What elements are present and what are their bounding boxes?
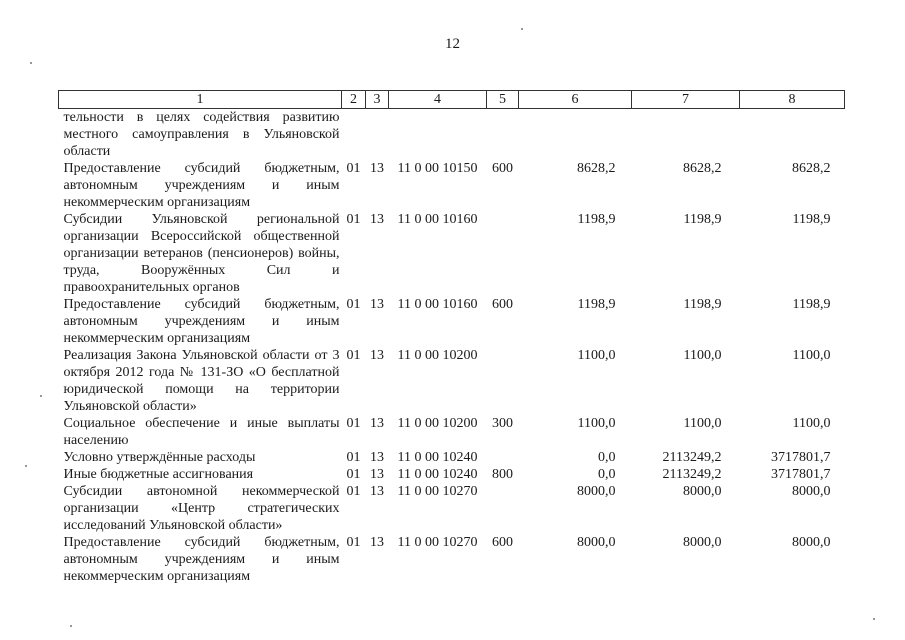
- row-name-cell: Субсидии автономной некоммерческой организации «Центр стратегических исследований Ульяновской области»: [63, 484, 340, 533]
- column-number-4: 4: [389, 91, 487, 109]
- column-number-6: 6: [519, 91, 632, 109]
- row-subsection-cell: 13: [370, 212, 384, 227]
- row-amount-year2-cell: 8000,0: [683, 535, 722, 550]
- row-target-article-cell: 11 0 00 10160: [397, 212, 478, 227]
- row-amount-year2-cell: 1198,9: [683, 297, 722, 312]
- row-name-cell: Субсидии Ульяновской региональной организации Всероссийской общественной организации ветеранов (пенсионеров) войны, труда, Вооружённых Сил и правоохранительных органов: [63, 212, 340, 295]
- column-number-5: 5: [487, 91, 519, 109]
- row-name-cell: Социальное обеспечение и иные выплаты населению: [63, 416, 340, 448]
- row-name-cell: тельности в целях содействия развитию местного самоуправления в Ульяновской области: [63, 110, 340, 159]
- row-amount-year3-cell: 1100,0: [792, 416, 831, 431]
- row-expense-type-cell: [487, 347, 519, 415]
- row-expense-type-cell: 600: [492, 161, 513, 176]
- row-name-cell: Предоставление субсидий бюджетным, автономным учреждениям и иным некоммерческим организациям: [63, 535, 340, 584]
- row-expense-type-cell: [487, 109, 519, 161]
- row-expense-type-cell: [487, 449, 519, 466]
- row-amount-year2-cell: 8628,2: [683, 161, 722, 176]
- table-row: [59, 449, 845, 466]
- row-name-cell: Условно утверждённые расходы: [63, 450, 256, 465]
- row-amount-year2-cell: 1100,0: [683, 416, 722, 431]
- row-amount-year1-cell: [519, 109, 632, 161]
- row-subsection-cell: 13: [370, 416, 384, 431]
- row-amount-year3-cell: 8628,2: [792, 161, 831, 176]
- row-section-cell: 01: [346, 348, 361, 363]
- row-amount-year3-cell: 1198,9: [792, 212, 831, 227]
- row-amount-year3-cell: 8000,0: [792, 484, 831, 499]
- row-amount-year1-cell: 8628,2: [577, 161, 616, 176]
- table-body: [59, 109, 845, 586]
- row-section-cell: 01: [346, 161, 361, 176]
- row-amount-year3-cell: 1198,9: [792, 297, 831, 312]
- row-name-cell: Реализация Закона Ульяновской области от 3 октября 2012 года № 131-ЗО «О бесплатной юридической помощи на территории Ульяновской области»: [63, 348, 340, 414]
- scan-speck: [25, 465, 27, 467]
- row-expense-type-cell: [487, 483, 519, 534]
- scan-speck: [521, 28, 523, 30]
- table-row: [59, 534, 845, 585]
- row-subsection-cell: 13: [370, 467, 384, 482]
- row-expense-type-cell: [487, 211, 519, 296]
- row-target-article-cell: [389, 109, 487, 161]
- row-amount-year2-cell: 1198,9: [683, 212, 722, 227]
- row-section-cell: 01: [346, 212, 361, 227]
- row-amount-year1-cell: 0,0: [598, 450, 616, 465]
- row-subsection-cell: 13: [370, 161, 384, 176]
- row-subsection-cell: 13: [370, 535, 384, 550]
- row-amount-year1-cell: 1100,0: [577, 348, 616, 363]
- column-number-2: 2: [342, 91, 366, 109]
- row-amount-year1-cell: 0,0: [598, 467, 616, 482]
- table-row: [59, 109, 845, 161]
- row-target-article-cell: 11 0 00 10150: [397, 161, 478, 176]
- row-target-article-cell: 11 0 00 10240: [397, 467, 478, 482]
- row-amount-year3-cell: 3717801,7: [771, 467, 831, 482]
- row-section-cell: 01: [346, 484, 361, 499]
- row-target-article-cell: 11 0 00 10270: [397, 535, 478, 550]
- scan-speck: [40, 395, 42, 397]
- row-name-cell: Иные бюджетные ассигнования: [63, 467, 254, 482]
- scan-speck: [873, 618, 875, 620]
- row-name-cell: Предоставление субсидий бюджетным, автономным учреждениям и иным некоммерческим организациям: [63, 297, 340, 346]
- page-number: 12: [445, 36, 460, 52]
- row-target-article-cell: 11 0 00 10200: [397, 348, 478, 363]
- row-amount-year1-cell: 1198,9: [577, 212, 616, 227]
- column-number-row: [59, 91, 845, 109]
- row-section-cell: 01: [346, 467, 361, 482]
- table-row: [59, 160, 845, 211]
- row-section-cell: 01: [346, 416, 361, 431]
- row-amount-year3-cell: 8000,0: [792, 535, 831, 550]
- row-target-article-cell: 11 0 00 10270: [397, 484, 478, 499]
- scan-speck: [30, 62, 32, 64]
- table-row: [59, 296, 845, 347]
- scan-speck: [70, 625, 72, 627]
- row-amount-year2-cell: [632, 109, 740, 161]
- row-subsection-cell: 13: [370, 297, 384, 312]
- row-amount-year1-cell: 8000,0: [577, 535, 616, 550]
- table-row: [59, 347, 845, 415]
- row-expense-type-cell: 600: [492, 535, 513, 550]
- row-amount-year1-cell: 8000,0: [577, 484, 616, 499]
- row-target-article-cell: 11 0 00 10240: [397, 450, 478, 465]
- budget-table: [58, 90, 845, 585]
- row-section-cell: [342, 109, 366, 161]
- row-amount-year3-cell: 3717801,7: [771, 450, 831, 465]
- row-subsection-cell: 13: [370, 348, 384, 363]
- row-amount-year2-cell: 2113249,2: [662, 467, 722, 482]
- row-expense-type-cell: 600: [492, 297, 513, 312]
- column-number-8: 8: [740, 91, 845, 109]
- column-number-1: 1: [59, 91, 342, 109]
- table-row: [59, 211, 845, 296]
- table-row: [59, 466, 845, 483]
- row-amount-year1-cell: 1198,9: [577, 297, 616, 312]
- row-expense-type-cell: 800: [492, 467, 513, 482]
- row-name-cell: Предоставление субсидий бюджетным, автономным учреждениям и иным некоммерческим организациям: [63, 161, 340, 210]
- row-amount-year2-cell: 2113249,2: [662, 450, 722, 465]
- row-subsection-cell: 13: [370, 484, 384, 499]
- column-number-7: 7: [632, 91, 740, 109]
- row-amount-year1-cell: 1100,0: [577, 416, 616, 431]
- row-section-cell: 01: [346, 535, 361, 550]
- row-target-article-cell: 11 0 00 10200: [397, 416, 478, 431]
- row-amount-year3-cell: 1100,0: [792, 348, 831, 363]
- column-number-3: 3: [366, 91, 389, 109]
- row-expense-type-cell: 300: [492, 416, 513, 431]
- row-amount-year3-cell: [740, 109, 845, 161]
- row-section-cell: 01: [346, 297, 361, 312]
- row-amount-year2-cell: 1100,0: [683, 348, 722, 363]
- row-amount-year2-cell: 8000,0: [683, 484, 722, 499]
- row-subsection-cell: [366, 109, 389, 161]
- row-section-cell: 01: [346, 450, 361, 465]
- table-row: [59, 415, 845, 449]
- row-target-article-cell: 11 0 00 10160: [397, 297, 478, 312]
- row-subsection-cell: 13: [370, 450, 384, 465]
- table-row: [59, 483, 845, 534]
